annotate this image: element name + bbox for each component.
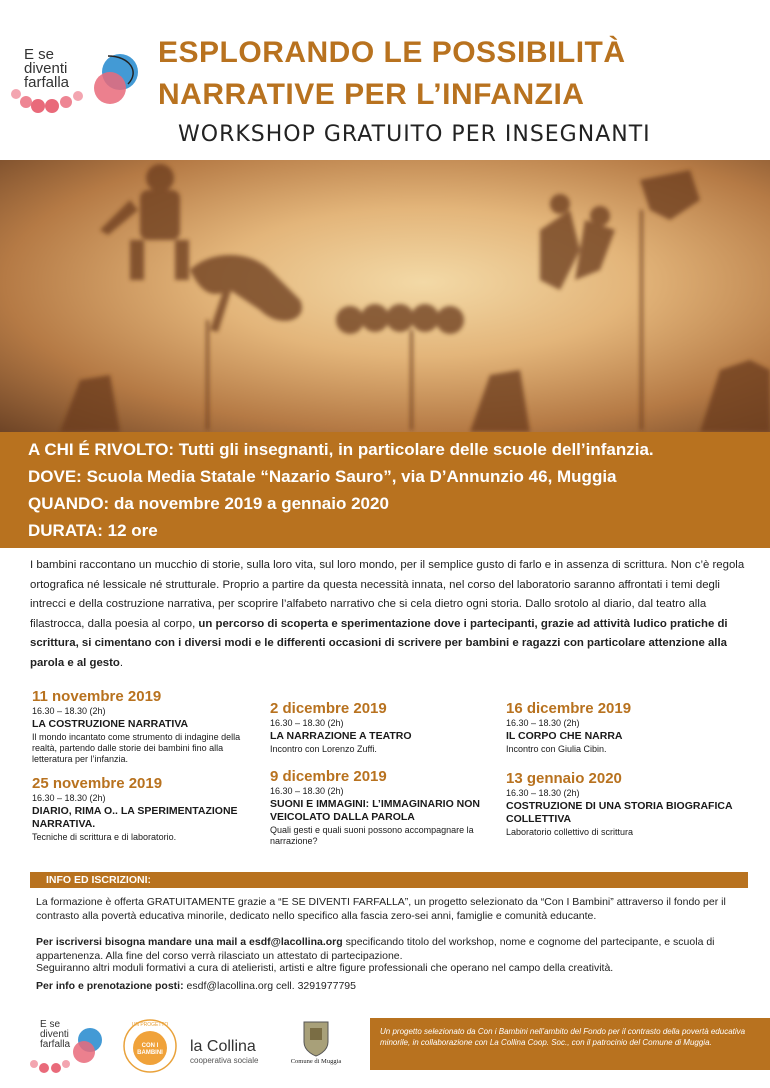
session-time: 16.30 – 18.30 (2h) [270,718,344,728]
when-label: QUANDO: [28,494,110,513]
footer-farfalla-logo [26,1018,106,1074]
title-line-2: NARRATIVE PER L’INFANZIA [158,78,585,111]
target-value: Tutti gli insegnanti, in particolare delle scuole dell’infanzia. [174,440,654,459]
signup-paragraph [36,936,736,963]
duration-label: DURATA: [28,521,103,540]
when-value: da novembre 2019 a gennaio 2020 [109,494,389,513]
where-value: Scuola Media Statale “Nazario Sauro”, via D’Annunzio 46, Muggia [81,467,617,486]
session-time: 16.30 – 18.30 (2h) [32,706,106,716]
info-paragraph: La formazione è offerta GRATUITAMENTE grazie a “E SE DIVENTI FARFALLA”, un progetto selezionato da “Con I Bambini” attraverso il fondo per il contrasto alla povertà educativa minorile, dedicato nello specifico alla fascia zero-sei anni, famiglie e comunità educante. [36,896,726,922]
session-date: 9 dicembre 2019 [270,768,387,785]
duration-line [28,517,770,544]
info-header: INFO ED ISCRIZIONI: [30,872,748,888]
comune-muggia-logo [286,1018,346,1074]
session-card [506,770,736,838]
signup-highlight: Per iscriversi bisogna mandare una mail a esdf@lacollina.org [36,936,343,948]
target-label: A CHI É RIVOLTO: [28,440,175,459]
session-card [32,688,262,765]
session-title: SUONI E IMMAGINI: L’IMMAGINARIO NON VEICOLATO DALLA PAROLA [270,798,480,823]
session-card [32,775,262,843]
contact-paragraph [36,980,736,994]
title-line-1: ESPLORANDO LE POSSIBILITÀ [158,36,626,69]
session-title: DIARIO, RIMA O.. LA SPERIMENTAZIONE NARRATIVA. [32,805,238,830]
la-collina-text: la Collina [190,1038,256,1055]
logo-line: E se [40,1019,61,1030]
comune-muggia-text: Comune di Muggia [290,1058,342,1065]
session-title: LA COSTRUZIONE NARRATIVA [32,718,189,730]
logo-text [24,48,69,90]
shadow-puppet-illustration [0,160,770,432]
contact-value: esdf@lacollina.org cell. 3291977795 [183,980,356,992]
modules-paragraph: Seguiranno altri moduli formativi a cura di atelieristi, artisti e altre figure professionali che operano nel campo della creatività. [36,962,614,974]
logo-line: diventi [40,1029,69,1040]
shadow-puppet-photo [0,160,770,432]
session-time: 16.30 – 18.30 (2h) [32,793,106,803]
session-title: LA NARRAZIONE A TEATRO [270,730,412,742]
con-i-bambini-arc: UN PROGETTO [131,1022,169,1028]
session-title: COSTRUZIONE DI UNA STORIA BIOGRAFICA COLLETTIVA [506,800,733,825]
session-time: 16.30 – 18.30 (2h) [270,786,344,796]
signup-text: specificando titolo del workshop, nome e cognome del partecipante, e scuola di appartenenza. Alla fine del corso verrà rilasciato un attestato di partecipazione. [36,936,715,962]
where-line [28,463,770,490]
when-line [28,490,770,517]
con-i-bambini-logo [122,1018,178,1074]
session-desc: Tecniche di scrittura e di laboratorio. [32,832,177,842]
footer-farfalla-text [40,1020,70,1050]
intro-text: I bambini raccontano un mucchio di storie, sulla loro vita, sul loro mondo, per il semplice gusto di farlo e in assenza di scrittura. Non c’è regola ortografica né lessicale né strutturale. Proprio a partire da questa necessità innata, nel corso del laboratorio saranno affrontati i temi degli intrecci e della costruzione narrativa, per scoprire l’alfabeto narrativo che si cela dietro ogni storia. Dallo srotolo al diario, dal teatro alla filastrocca, dalla poesia al corpo, [30,559,745,630]
header [0,0,770,160]
footer-note: Un progetto selezionato da Con i Bambini nell’ambito del Fondo per il contrasto della povertà educativa minorile, in collaborazione con La Collina Coop. Soc., con il patrocinio del Comune di Muggia. [370,1018,770,1070]
contact-label: Per info e prenotazione posti: [36,980,184,992]
event-details-band [0,432,770,548]
logo-line: farfalla [40,1039,71,1050]
session-card [506,700,736,755]
session-date: 2 dicembre 2019 [270,700,387,717]
session-date: 11 novembre 2019 [32,688,162,705]
where-label: DOVE: [28,467,82,486]
session-card [270,768,500,847]
session-desc: Incontro con Giulia Cibin. [506,744,607,754]
session-time: 16.30 – 18.30 (2h) [506,788,580,798]
logo-line: diventi [24,60,68,77]
la-collina-logo [190,1018,270,1074]
la-collina-sub: cooperativa sociale [190,1056,259,1065]
subtitle: WORKSHOP GRATUITO PER INSEGNANTI [178,122,651,147]
session-card [270,700,500,755]
intro-end: . [119,656,124,669]
session-date: 16 dicembre 2019 [506,700,632,717]
logo-line: farfalla [24,74,70,91]
session-desc: Il mondo incantato come strumento di indagine della realtà, partendo dalle storie dei bambini fino alla letteratura per l’infanzia. [32,732,241,764]
duration-value: 12 ore [102,521,158,540]
logo-line: E se [24,46,55,63]
con-i-bambini-text: CON I BAMBINI [137,1043,163,1056]
intro-paragraph [30,556,748,673]
session-desc: Laboratorio collettivo di scrittura [506,827,634,837]
session-date: 13 gennaio 2020 [506,770,622,787]
session-desc: Quali gesti e quali suoni possono accompagnare la narrazione? [270,825,474,846]
coat-of-arms-icon [286,1018,346,1058]
session-title: IL CORPO CHE NARRA [506,730,623,742]
target-line [28,436,770,463]
session-desc: Incontro con Lorenzo Zuffi. [270,744,377,754]
session-date: 25 novembre 2019 [32,775,163,792]
session-time: 16.30 – 18.30 (2h) [506,718,580,728]
intro-highlight: un percorso di scoperta e sperimentazione dove i partecipanti, grazie ad attività ludico pratiche di scrittura, si cimentano con i diversi modi e le differenti occasioni di scrivere per bambini e ragazzi con particolare attenzione alla parola e al gesto [30,617,728,669]
